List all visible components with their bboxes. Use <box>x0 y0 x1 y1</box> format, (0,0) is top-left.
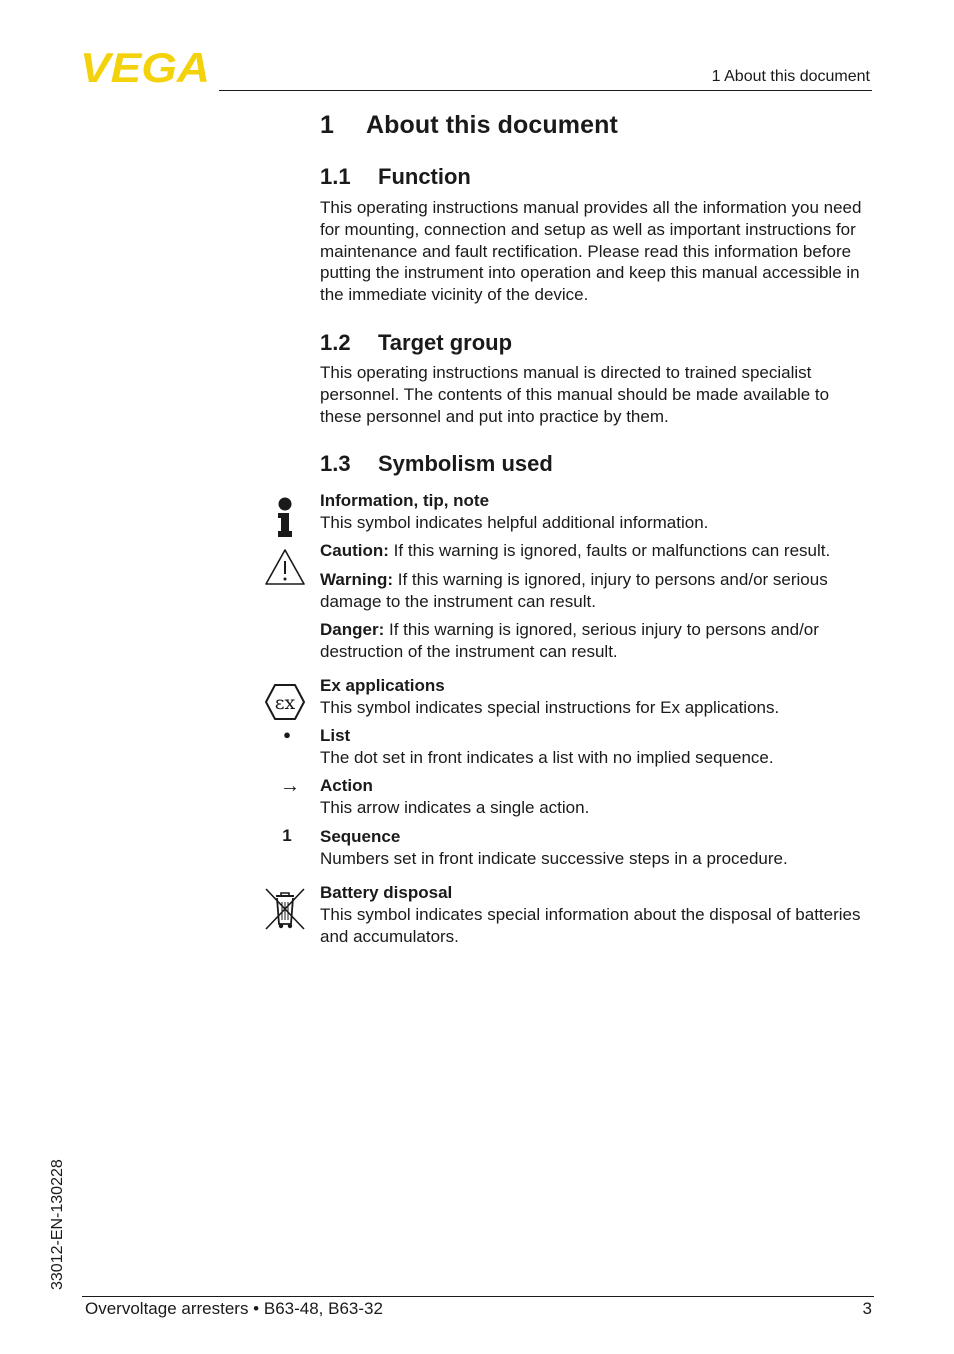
warning-text: If this warning is ignored, injury to persons and/or serious damage to the instrument can result. <box>320 570 828 611</box>
info-text: This symbol indicates helpful additional information. <box>320 512 709 532</box>
target-group-text: This operating instructions manual is directed to trained specialist personnel. The contents of this manual should be made available to these personnel and put into practice by them. <box>320 363 830 426</box>
section-title: Function <box>378 164 471 189</box>
bullet-symbol: ● <box>283 727 291 742</box>
svg-text:εx: εx <box>274 692 296 714</box>
info-block <box>320 490 880 534</box>
sequence-symbol: 1 <box>282 826 292 845</box>
chapter-title: About this document <box>366 111 618 139</box>
vega-logo <box>80 50 212 84</box>
chapter-number: 1 <box>320 111 335 139</box>
battery-text: This symbol indicates special information about the disposal of batteries and accumulators. <box>320 904 861 946</box>
page-number: 3 <box>862 1299 872 1318</box>
ex-block <box>320 675 880 719</box>
sequence-block <box>320 826 880 870</box>
section-title: Symbolism used <box>378 451 553 476</box>
list-block <box>320 725 880 769</box>
section-heading-symbolism <box>320 451 553 477</box>
info-title: Information, tip, note <box>320 491 490 510</box>
ex-hexagon-icon <box>264 683 306 721</box>
warning-triangle-icon <box>264 548 306 586</box>
danger-block <box>320 619 860 663</box>
section-title: Target group <box>378 330 513 355</box>
action-block <box>320 775 880 819</box>
function-text: This operating instructions manual provides all the information you need for mounting, connection and setup as well as important instructions for maintenance and fault rectification. Please read this information before putting the instrument into operation and keep this manual accessible in the immediate vicinity of the device. <box>320 198 862 305</box>
caution-label: Caution: <box>320 541 389 560</box>
running-header: 1 About this document <box>711 68 870 85</box>
target-group-paragraph <box>320 362 865 427</box>
function-paragraph <box>320 197 875 306</box>
action-text: This arrow indicates a single action. <box>320 797 590 817</box>
list-title: List <box>320 726 351 745</box>
section-heading-target-group <box>320 330 512 356</box>
chapter-heading <box>320 111 618 140</box>
sequence-text: Numbers set in front indicate successive steps in a procedure. <box>320 848 788 868</box>
section-heading-function <box>320 164 471 190</box>
section-number: 1.2 <box>320 330 351 355</box>
footer-rule <box>82 1296 874 1297</box>
sequence-title: Sequence <box>320 827 401 846</box>
document-code: 33012-EN-130228 <box>49 1159 66 1290</box>
danger-label: Danger: <box>320 620 385 639</box>
crossed-bin-icon <box>263 886 307 932</box>
warning-label: Warning: <box>320 570 394 589</box>
caution-block <box>320 540 880 562</box>
ex-text: This symbol indicates special instructions for Ex applications. <box>320 697 780 717</box>
info-icon <box>272 496 298 538</box>
section-number: 1.3 <box>320 451 351 476</box>
section-number: 1.1 <box>320 164 351 189</box>
logo-text: VEGA <box>80 50 210 84</box>
footer-product: Overvoltage arresters • B63-48, B63-32 <box>85 1299 383 1318</box>
danger-text: If this warning is ignored, serious injury to persons and/or destruction of the instrument can result. <box>320 620 819 661</box>
caution-text: If this warning is ignored, faults or malfunctions can result. <box>393 541 831 560</box>
battery-block <box>320 882 865 947</box>
action-title: Action <box>320 776 373 795</box>
arrow-symbol: → <box>280 775 300 797</box>
list-text: The dot set in front indicates a list with no implied sequence. <box>320 747 774 767</box>
battery-title: Battery disposal <box>320 883 453 902</box>
warning-block <box>320 569 865 613</box>
header-rule <box>219 90 872 91</box>
ex-title: Ex applications <box>320 676 445 695</box>
